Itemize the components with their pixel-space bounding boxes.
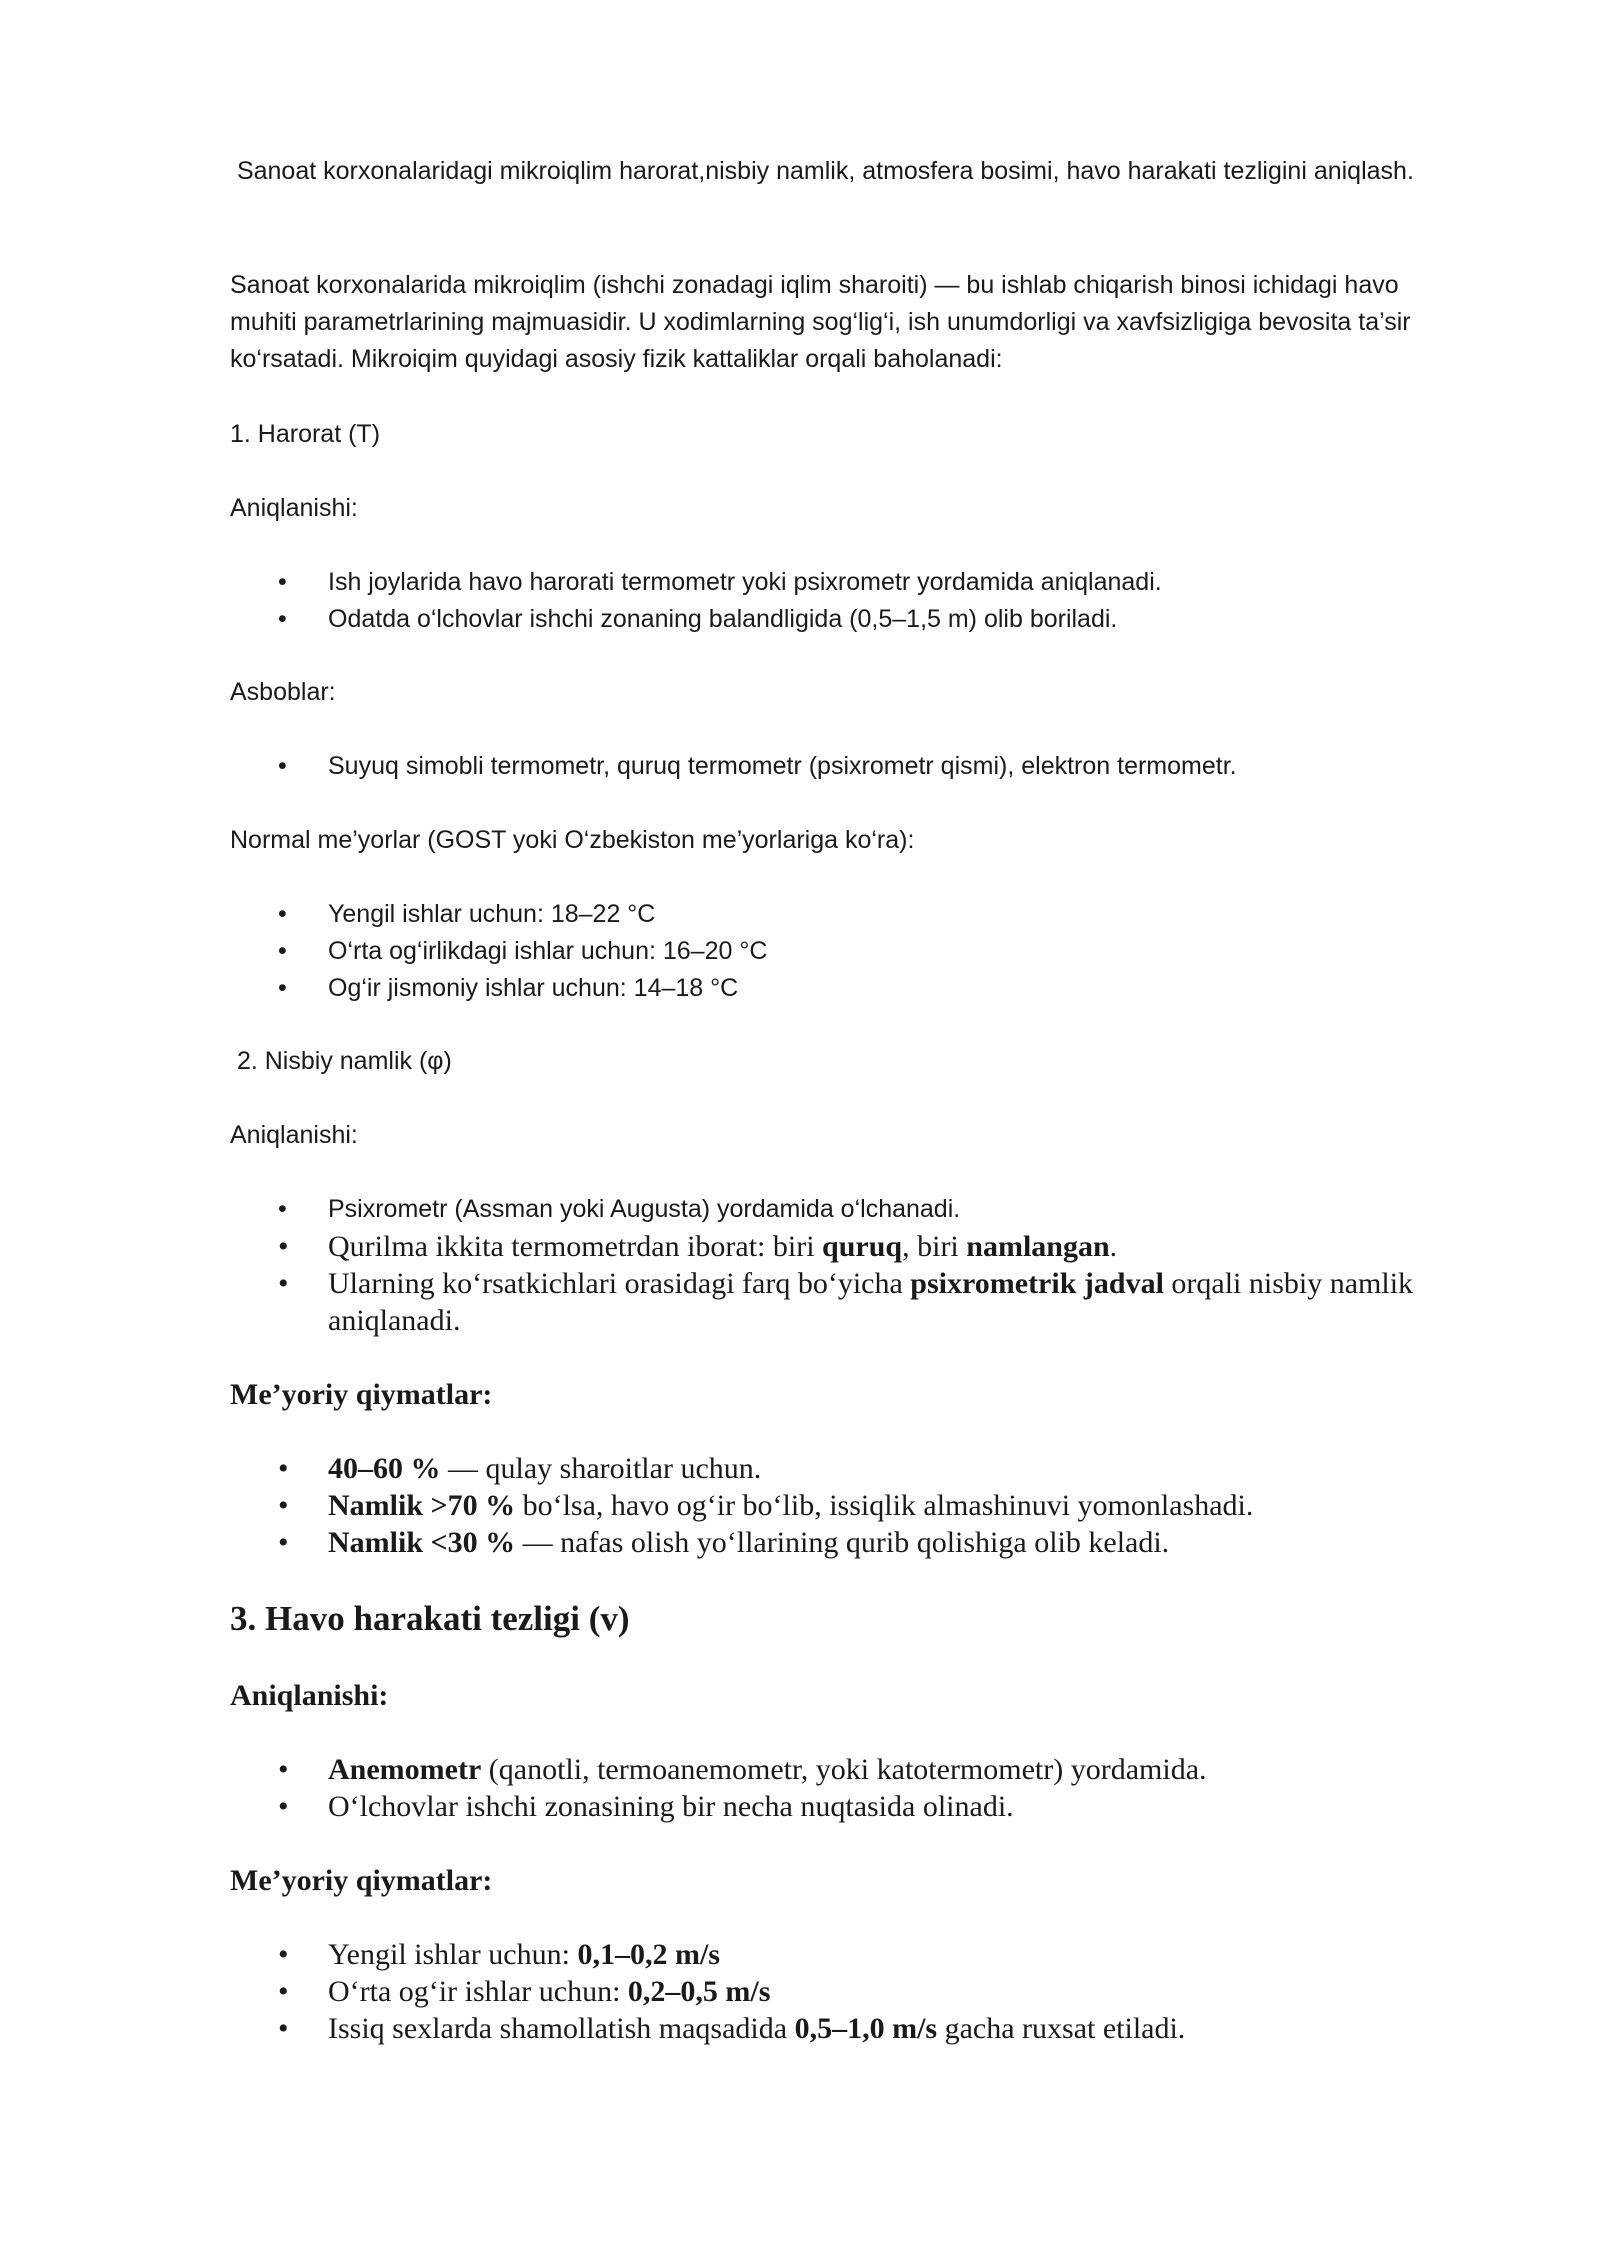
list-harorat-aniqlanishi (230, 564, 1430, 638)
list-item: • Qurilma ikkita termometrdan iborat: biri quruq, biri namlangan. (278, 1230, 1118, 1263)
list-item: • Namlik >70 % bo‘lsa, havo og‘ir bo‘lib, issiqlik almashinuvi yomonlashadi. (278, 1489, 1254, 1522)
list-havo-meyorlar (230, 1936, 1430, 2047)
list-item: • 40–60 % — qulay sharoitlar uchun. (278, 1452, 762, 1485)
bullet-icon: • (278, 1790, 289, 1823)
list-item: • Anemometr (qanotli, termoanemometr, yoki katotermometr) yordamida. (278, 1753, 1207, 1786)
label-meyoriy-qiymatlar: Me’yoriy qiymatlar: (230, 1378, 493, 1411)
bullet-icon: • (278, 1452, 289, 1485)
bullet-icon: • (278, 1938, 289, 1971)
list-item: • Ularning ko‘rsatkichlari orasidagi farq bo‘yicha psixrometrik jadval orqali nisbiy namlik aniqlanadi. (278, 1267, 1414, 1337)
intro-paragraph: Sanoat korxonalarida mikroiqlim (ishchi zonadagi iqlim sharoiti) — bu ishlab chiqarish binosi ichidagi havo muhiti parametrlarining majmuasidir. U xodimlarning sog‘lig‘i, ish unumdorligi va xavfsizligiga bevosita ta’sir ko‘rsatadi. Mikroiqim quyidagi asosiy fizik kattaliklar orqali baholanadi: (230, 271, 1411, 373)
bullet-icon: • (278, 752, 287, 780)
list-item: • Suyuq simobli termometr, quruq termometr (psixrometr qismi), elektron termometr. (230, 748, 1430, 785)
list-namlik-aniqlanishi-rest (230, 1228, 1430, 1339)
list-item: • Odatda o‘lchovlar ishchi zonaning balandligida (0,5–1,5 m) olib boriladi. (230, 601, 1430, 638)
list-item: • Psixrometr (Assman yoki Augusta) yordamida o‘lchanadi. (230, 1191, 1430, 1228)
label-aniqlanishi: Aniqlanishi: (230, 1679, 389, 1712)
list-namlik-aniqlanishi-first (230, 1191, 1430, 1228)
bullet-icon: • (278, 1267, 289, 1300)
list-namlik-meyorlar (230, 1450, 1430, 1561)
label-aniqlanishi: Aniqlanishi: (230, 1121, 358, 1149)
list-item: • Namlik <30 % — nafas olish yo‘llarining qurib qolishiga olib keladi. (278, 1526, 1170, 1559)
list-item: • O‘lchovlar ishchi zonasining bir necha nuqtasida olinadi. (278, 1790, 1014, 1823)
list-item: • O‘rta og‘ir ishlar uchun: 0,2–0,5 m/s (278, 1975, 771, 2008)
list-havo-aniqlanishi (230, 1751, 1430, 1825)
bullet-icon: • (278, 937, 287, 965)
label-asboblar: Asboblar: (230, 678, 336, 706)
section-heading-harorat: 1. Harorat (T) (230, 420, 381, 448)
bullet-icon: • (278, 1489, 289, 1522)
bullet-icon: • (278, 974, 287, 1002)
list-asboblar (230, 748, 1430, 785)
list-item: • Issiq sexlarda shamollatish maqsadida 0,5–1,0 m/s gacha ruxsat etiladi. (278, 2012, 1186, 2045)
list-harorat-meyorlar (230, 896, 1430, 1007)
bullet-icon: • (278, 1975, 289, 2008)
bullet-icon: • (278, 1230, 289, 1263)
bullet-icon: • (278, 605, 287, 633)
section-heading-nisbiy-namlik: 2. Nisbiy namlik (φ) (236, 1047, 452, 1075)
list-item: • Yengil ishlar uchun: 0,1–0,2 m/s (278, 1938, 720, 1971)
list-item: • Og‘ir jismoniy ishlar uchun: 14–18 °C (230, 970, 1430, 1007)
bullet-icon: • (278, 2012, 289, 2045)
section-heading-havo-harakati: 3. Havo harakati tezligi (v) (230, 1599, 630, 1638)
bullet-icon: • (278, 1526, 289, 1559)
list-item: • Ish joylarida havo harorati termometr yoki psixrometr yordamida aniqlanadi. (230, 564, 1430, 601)
bullet-icon: • (278, 1753, 289, 1786)
list-item: • Yengil ishlar uchun: 18–22 °C (230, 896, 1430, 933)
label-meyoriy-qiymatlar: Me’yoriy qiymatlar: (230, 1864, 493, 1897)
list-item: • O‘rta og‘irlikdagi ishlar uchun: 16–20 °C (230, 933, 1430, 970)
label-normal-meyorlar: Normal me’yorlar (GOST yoki O‘zbekiston me’yorlariga ko‘ra): (230, 826, 915, 854)
bullet-icon: • (278, 1195, 287, 1223)
document-title: Sanoat korxonalaridagi mikroiqlim harorat,nisbiy namlik, atmosfera bosimi, havo harakati tezligini aniqlash. (236, 157, 1414, 185)
bullet-icon: • (278, 568, 287, 596)
bullet-icon: • (278, 900, 287, 928)
label-aniqlanishi: Aniqlanishi: (230, 494, 358, 522)
